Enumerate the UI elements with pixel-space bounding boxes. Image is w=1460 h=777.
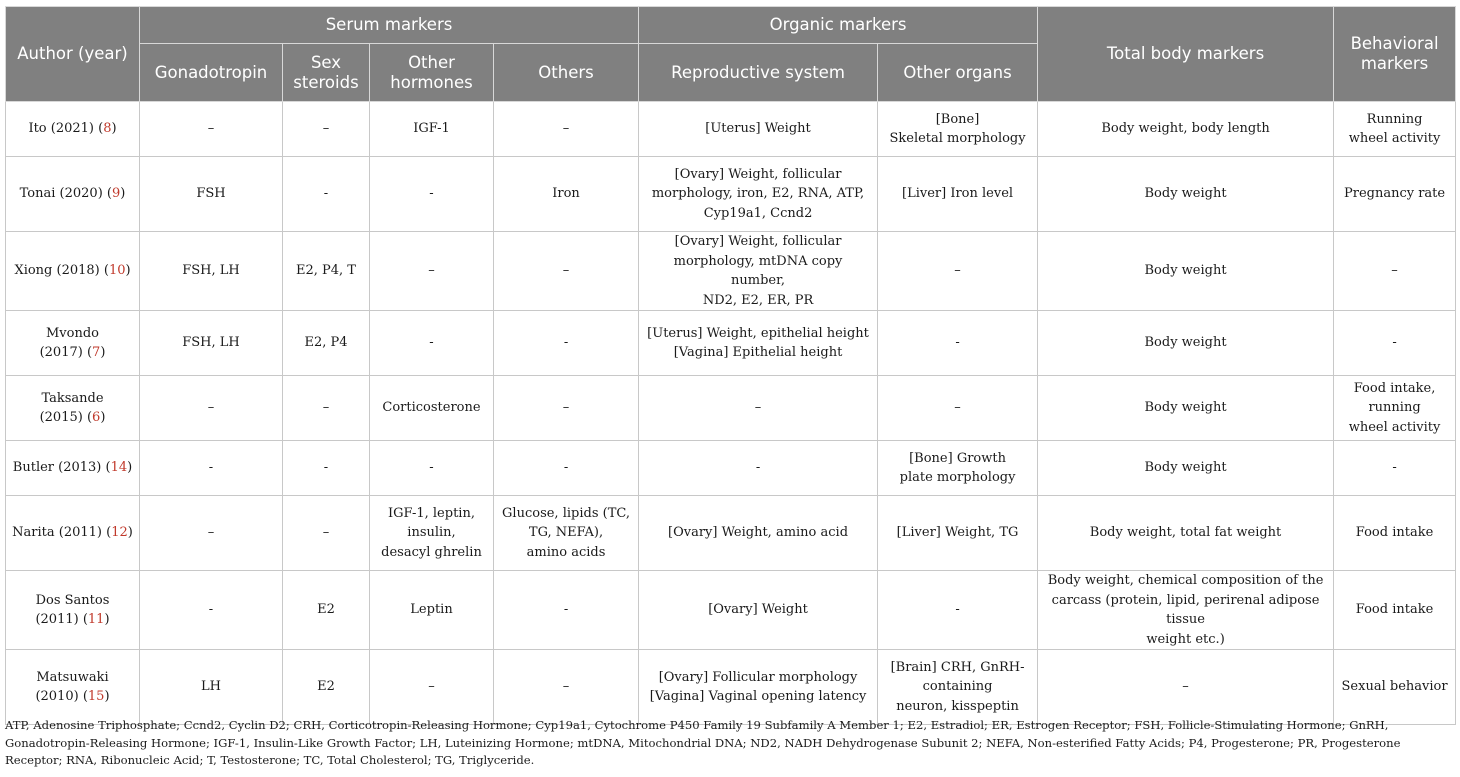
cell-gonadotropin: – [140,496,283,571]
cell-author [6,232,140,311]
table-row [6,376,1456,441]
header-reproductive-system: Reproductive system [639,44,878,102]
cell-sex-steroids: E2 [283,650,370,725]
cell-author [6,441,140,496]
cell-others: – [494,650,639,725]
author-name: Mvondo (2017) ( [39,325,99,360]
cell-sex-steroids: – [283,102,370,157]
reference-link[interactable]: 12 [111,525,128,541]
cell-gonadotropin: FSH, LH [140,232,283,311]
cell-total-body-markers: Body weight [1038,376,1334,441]
cell-author [6,311,140,376]
table-row [6,441,1456,496]
cell-other-hormones: Leptin [370,571,494,650]
cell-reproductive-system: - [639,441,878,496]
table-row [6,102,1456,157]
abbreviations-footnote: ATP, Adenosine Triphosphate; Ccnd2, Cyclin D2; CRH, Corticotropin-Releasing Hormone; Cyp19a1, Cytochrome P450 Family 19 Subfamily A Member 1; E2, Estradiol; ER, Estrogen Receptor; FSH, Follicle-Stimulating Hormone; GnRH, Gonadotropin-Releasing Hormone; IGF-1, Insulin-Like Growth Factor; LH, Luteinizing Hormone; mtDNA, Mitochondrial DNA; ND2, NADH Dehydrogenase Subunit 2; NEFA, Non-esterified Fatty Acids; P4, Progesterone; PR, Progesterone Receptor; RNA, Ribonucleic Acid; T, Testosterone; TC, Total Cholesterol; TG, Triglyceride. [5,718,1401,767]
cell-reproductive-system: [Ovary] Weight, follicular morphology, mtDNA copy number, ND2, E2, ER, PR [639,232,878,311]
cell-total-body-markers: – [1038,650,1334,725]
cell-gonadotropin: FSH, LH [140,311,283,376]
reference-close: ) [111,121,117,137]
cell-reproductive-system: [Uterus] Weight [639,102,878,157]
reference-close: ) [127,525,133,541]
header-behavioral-markers: Behavioral markers [1334,7,1456,102]
cell-reproductive-system: [Ovary] Weight [639,571,878,650]
cell-total-body-markers: Body weight [1038,311,1334,376]
reference-close: ) [125,263,131,279]
table-row [6,157,1456,232]
cell-others: – [494,102,639,157]
cell-other-hormones: - [370,441,494,496]
cell-gonadotropin: – [140,102,283,157]
cell-total-body-markers: Body weight, total fat weight [1038,496,1334,571]
cell-author [6,102,140,157]
header-total-body-markers: Total body markers [1038,7,1334,102]
cell-other-organs: - [878,571,1038,650]
cell-reproductive-system: [Ovary] Weight, amino acid [639,496,878,571]
cell-other-hormones: IGF-1 [370,102,494,157]
cell-behavioral-markers: Food intake [1334,571,1456,650]
cell-sex-steroids: – [283,496,370,571]
cell-author [6,157,140,232]
reference-link[interactable]: 10 [108,263,126,279]
author-name: Butler (2013) ( [12,460,111,476]
cell-others: - [494,311,639,376]
reference-link[interactable]: 15 [87,689,105,704]
cell-total-body-markers: Body weight [1038,157,1334,232]
cell-other-hormones: IGF-1, leptin, insulin, desacyl ghrelin [370,496,494,571]
cell-author [6,650,140,725]
cell-sex-steroids: E2 [283,571,370,650]
cell-sex-steroids: – [283,376,370,441]
author-name: Dos Santos (2011) ( [35,592,110,627]
cell-sex-steroids: E2, P4, T [283,232,370,311]
header-other-organs: Other organs [878,44,1038,102]
cell-behavioral-markers: Running wheel activity [1334,102,1456,157]
header-serum-markers: Serum markers [140,7,639,44]
reference-link[interactable]: 9 [111,186,121,202]
reference-link[interactable]: 7 [92,345,101,360]
cell-others: - [494,441,639,496]
cell-other-organs: [Liver] Weight, TG [878,496,1038,571]
cell-other-organs: - [878,311,1038,376]
cell-other-organs: [Bone] Growth plate morphology [878,441,1038,496]
header-sex-steroids: Sex steroids [283,44,370,102]
author-name: Taksande (2015) ( [39,390,104,425]
cell-others: Iron [494,157,639,232]
reference-link[interactable]: 14 [110,460,128,476]
cell-behavioral-markers: - [1334,441,1456,496]
cell-total-body-markers: Body weight [1038,441,1334,496]
header-author: Author (year) [6,7,140,102]
header-organic-markers: Organic markers [639,7,1038,44]
author-name: Ito (2021) ( [28,121,104,137]
header-others: Others [494,44,639,102]
markers-table [5,6,1456,725]
cell-reproductive-system: – [639,376,878,441]
cell-other-organs: – [878,376,1038,441]
cell-gonadotropin: FSH [140,157,283,232]
cell-behavioral-markers: – [1334,232,1456,311]
author-name: Matsuwaki (2010) ( [35,669,109,704]
reference-close: ) [100,345,106,360]
cell-reproductive-system: [Uterus] Weight, epithelial height [Vagina] Epithelial height [639,311,878,376]
cell-gonadotropin: LH [140,650,283,725]
header-row-1 [6,7,1456,44]
cell-gonadotropin: - [140,441,283,496]
reference-link[interactable]: 11 [87,612,105,627]
cell-other-hormones: – [370,232,494,311]
cell-other-organs: [Brain] CRH, GnRH- containing neuron, kisspeptin [878,650,1038,725]
table-row [6,232,1456,311]
reference-close: ) [127,460,133,476]
reference-close: ) [120,186,126,202]
cell-sex-steroids: - [283,441,370,496]
cell-others: – [494,376,639,441]
cell-total-body-markers: Body weight, body length [1038,102,1334,157]
cell-other-hormones: – [370,650,494,725]
cell-gonadotropin: – [140,376,283,441]
reference-link[interactable]: 6 [92,410,101,425]
table-row [6,650,1456,725]
cell-total-body-markers: Body weight [1038,232,1334,311]
cell-author [6,496,140,571]
cell-other-hormones: - [370,311,494,376]
cell-behavioral-markers: Food intake, running wheel activity [1334,376,1456,441]
author-name: Tonai (2020) ( [19,186,112,202]
cell-reproductive-system: [Ovary] Follicular morphology [Vagina] Vaginal opening latency [639,650,878,725]
cell-author [6,571,140,650]
cell-behavioral-markers: Food intake [1334,496,1456,571]
cell-sex-steroids: - [283,157,370,232]
cell-others: Glucose, lipids (TC, TG, NEFA), amino acids [494,496,639,571]
reference-close: ) [104,612,110,627]
cell-other-organs: – [878,232,1038,311]
cell-behavioral-markers: Pregnancy rate [1334,157,1456,232]
table-row [6,311,1456,376]
reference-close: ) [100,410,106,425]
cell-gonadotropin: - [140,571,283,650]
table-body [6,102,1456,725]
cell-sex-steroids: E2, P4 [283,311,370,376]
author-name: Xiong (2018) ( [14,263,109,279]
reference-link[interactable]: 8 [103,121,112,137]
cell-behavioral-markers: - [1334,311,1456,376]
header-gonadotropin: Gonadotropin [140,44,283,102]
cell-total-body-markers: Body weight, chemical composition of the carcass (protein, lipid, perirenal adipose tissue weight etc.) [1038,571,1334,650]
cell-other-hormones: Corticosterone [370,376,494,441]
cell-behavioral-markers: Sexual behavior [1334,650,1456,725]
cell-other-organs: [Bone] Skeletal morphology [878,102,1038,157]
table-row [6,571,1456,650]
cell-reproductive-system: [Ovary] Weight, follicular morphology, iron, E2, RNA, ATP, Cyp19a1, Ccnd2 [639,157,878,232]
header-other-hormones: Other hormones [370,44,494,102]
cell-others: – [494,232,639,311]
author-name: Narita (2011) ( [12,525,112,541]
reference-close: ) [104,689,110,704]
cell-author [6,376,140,441]
cell-others: - [494,571,639,650]
cell-other-organs: [Liver] Iron level [878,157,1038,232]
cell-other-hormones: - [370,157,494,232]
table-row [6,496,1456,571]
